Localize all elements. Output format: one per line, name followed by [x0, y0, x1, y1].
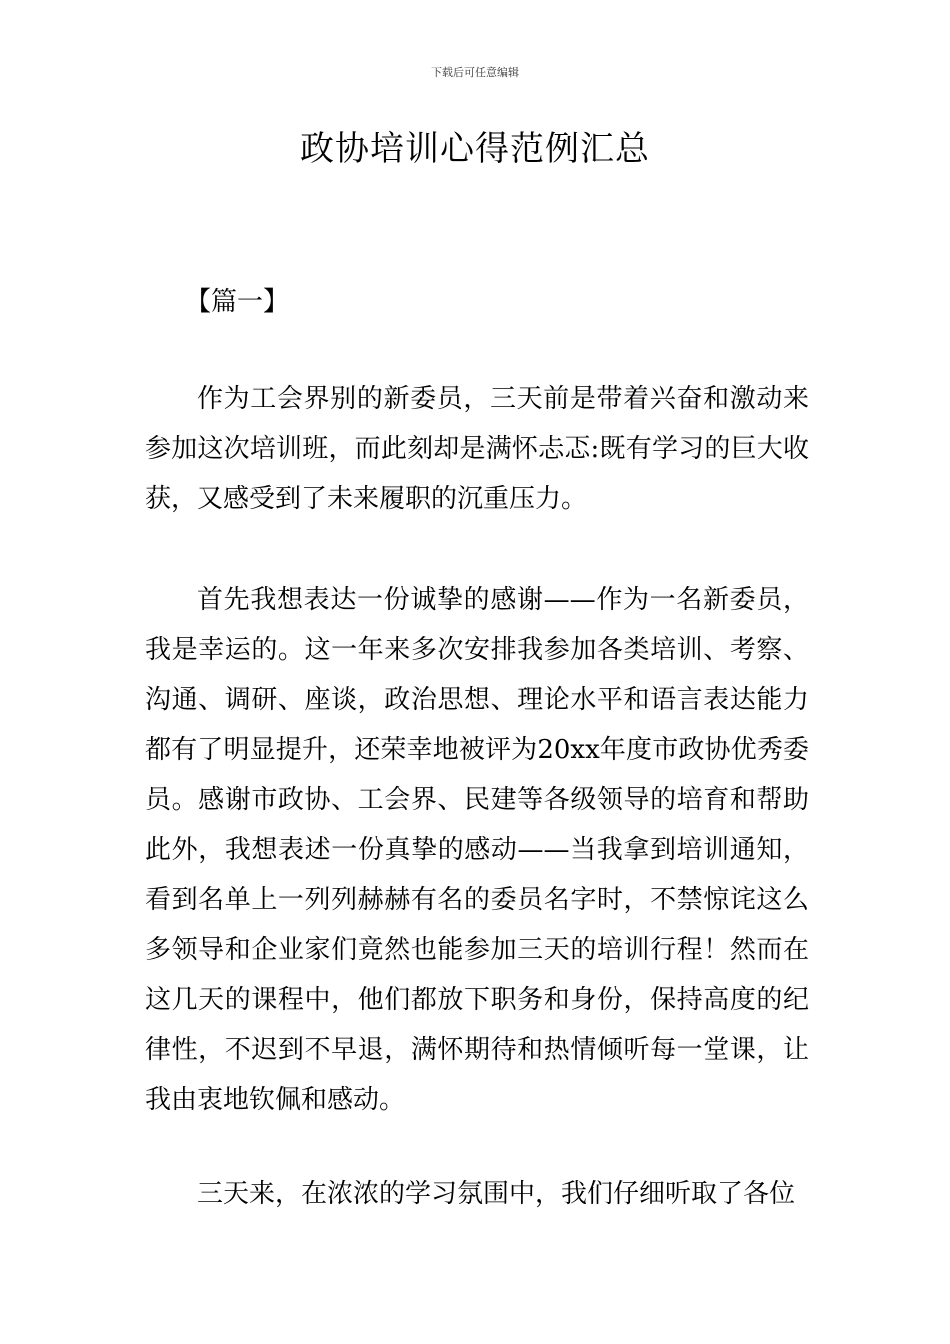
document-title: 政协培训心得范例汇总: [300, 129, 650, 169]
section-label-text: 【篇一】: [185, 287, 290, 317]
paragraph-3-text: 三天来，在浓浓的学习氛围中，我们仔细听取了各位: [197, 1179, 796, 1209]
header-note: 下载后可任意编辑: [431, 66, 519, 79]
section-label: [145, 277, 809, 327]
paragraph-3: [145, 1169, 809, 1219]
paragraph-2: [145, 575, 809, 1125]
paragraph-1: [145, 374, 809, 524]
paragraph-1-text: 作为工会界别的新委员，三天前是带着兴奋和激动来参加这次培训班，而此刻却是满怀忐忑:既有学习的巨大收获，又感受到了未来履职的沉重压力。: [145, 384, 809, 514]
paragraph-2-text: 首先我想表达一份诚挚的感谢——作为一名新委员，我是幸运的。这一年来多次安排我参加各类培训、考察、沟通、调研、座谈，政治思想、理论水平和语言表达能力都有了明显提升，还荣幸地被评为20xx年度市政协优秀委员。感谢市政协、工会界、民建等各级领导的培育和帮助此外，我想表述一份真挚的感动——当我拿到培训通知，看到名单上一列列赫赫有名的委员名字时，不禁惊诧这么多领导和企业家们竟然也能参加三天的培训行程！然而在这几天的课程中，他们都放下职务和身份，保持高度的纪律性，不迟到不早退，满怀期待和热情倾听每一堂课，让我由衷地钦佩和感动。: [145, 585, 809, 1115]
